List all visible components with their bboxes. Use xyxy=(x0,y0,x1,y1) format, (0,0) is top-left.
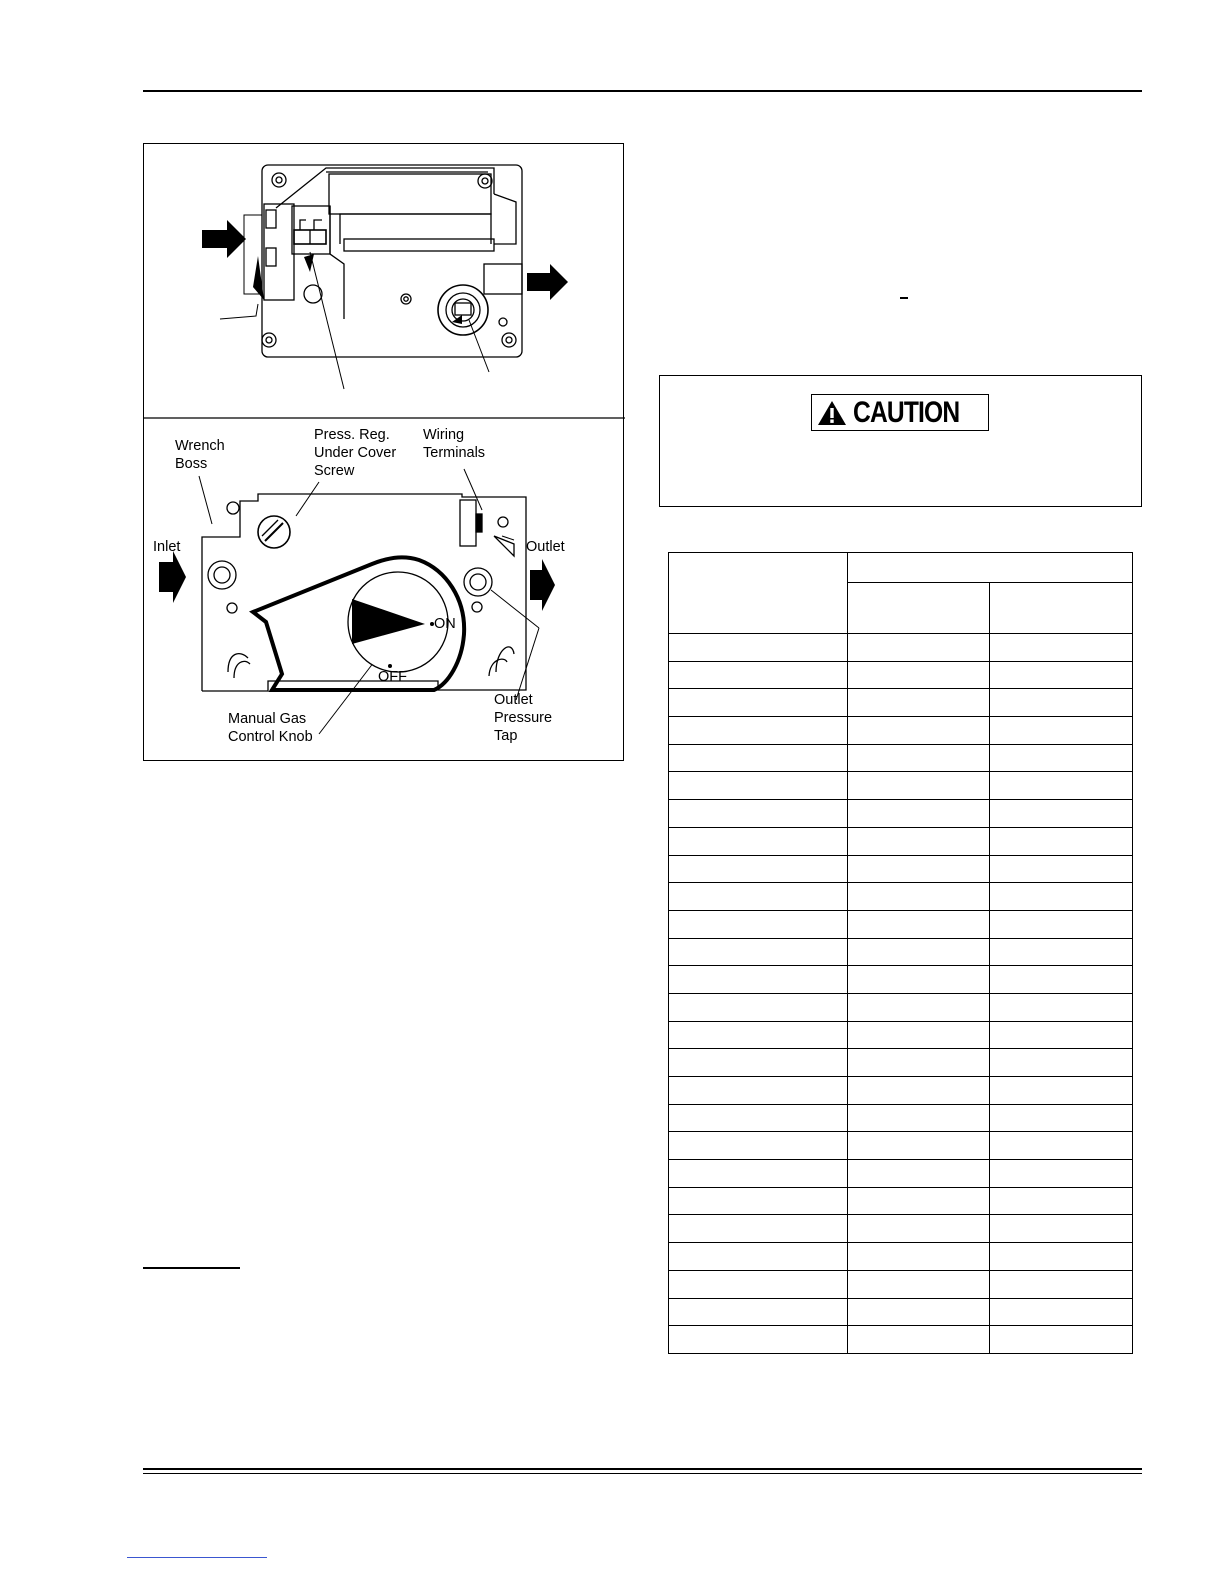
dash-mark xyxy=(900,297,908,299)
table-cell xyxy=(990,661,1133,689)
inlet-label: Inlet xyxy=(153,539,181,555)
warning-triangle-icon xyxy=(817,400,847,426)
table-row xyxy=(669,883,1133,911)
table-cell xyxy=(669,883,848,911)
outlet-arrow xyxy=(530,559,555,611)
table-row xyxy=(669,966,1133,994)
table-cell xyxy=(669,1270,848,1298)
table-cell xyxy=(669,1187,848,1215)
table-cell xyxy=(990,1132,1133,1160)
table-cell xyxy=(848,689,990,717)
table-cell xyxy=(669,966,848,994)
table-row xyxy=(669,634,1133,662)
table-cell xyxy=(848,634,990,662)
table-cell xyxy=(990,1270,1133,1298)
table-cell xyxy=(990,634,1133,662)
table-cell xyxy=(848,1021,990,1049)
table-cell xyxy=(848,855,990,883)
table-cell xyxy=(990,1326,1133,1354)
table-row xyxy=(669,1187,1133,1215)
table-cell xyxy=(990,938,1133,966)
caution-label xyxy=(811,394,989,431)
table-cell xyxy=(990,1104,1133,1132)
table-header-row xyxy=(669,553,1133,583)
table-cell xyxy=(669,1243,848,1271)
table-cell xyxy=(848,744,990,772)
table-cell xyxy=(848,1132,990,1160)
table-cell xyxy=(669,1160,848,1188)
table-cell xyxy=(848,1298,990,1326)
table-cell xyxy=(669,827,848,855)
table-cell xyxy=(990,717,1133,745)
table-row xyxy=(669,800,1133,828)
table-row xyxy=(669,744,1133,772)
table-cell xyxy=(848,661,990,689)
table-row xyxy=(669,1132,1133,1160)
table-row xyxy=(669,717,1133,745)
table-row xyxy=(669,1243,1133,1271)
table-row xyxy=(669,855,1133,883)
table-cell xyxy=(669,855,848,883)
table-row xyxy=(669,772,1133,800)
table-cell xyxy=(990,1077,1133,1105)
table-cell xyxy=(669,910,848,938)
table-cell xyxy=(990,910,1133,938)
table-cell xyxy=(990,744,1133,772)
table-cell xyxy=(990,1215,1133,1243)
footer-rule-bottom xyxy=(143,1473,1142,1474)
table-cell xyxy=(848,1160,990,1188)
table-row xyxy=(669,827,1133,855)
table-row xyxy=(669,993,1133,1021)
table-cell xyxy=(848,966,990,994)
table-cell xyxy=(990,1021,1133,1049)
table-row xyxy=(669,938,1133,966)
table-cell xyxy=(990,1049,1133,1077)
footer-rule-top xyxy=(143,1468,1142,1470)
table-cell xyxy=(848,772,990,800)
table-cell xyxy=(669,1077,848,1105)
header-rule xyxy=(143,90,1142,92)
table-cell xyxy=(669,1049,848,1077)
table-cell xyxy=(669,1104,848,1132)
table-cell xyxy=(990,1187,1133,1215)
on-label: ON xyxy=(434,616,456,632)
table-cell xyxy=(669,1298,848,1326)
wrench-boss-label: Wrench Boss xyxy=(175,438,225,472)
table-cell xyxy=(848,717,990,745)
table-body xyxy=(669,634,1133,1354)
outlet-label: Outlet xyxy=(526,539,565,555)
table-cell xyxy=(669,1215,848,1243)
off-label: OFF xyxy=(378,669,407,685)
table-cell xyxy=(669,938,848,966)
table-cell xyxy=(848,827,990,855)
table-row xyxy=(669,910,1133,938)
table-cell xyxy=(669,717,848,745)
table-row xyxy=(669,1298,1133,1326)
table-row xyxy=(669,661,1133,689)
table-cell xyxy=(848,1077,990,1105)
top-outlet-arrow xyxy=(527,264,568,300)
table-cell xyxy=(990,772,1133,800)
table-header-cell xyxy=(848,583,990,634)
inlet-arrow xyxy=(159,551,186,603)
gas-valve-figure xyxy=(143,143,624,761)
table-cell xyxy=(669,661,848,689)
data-table xyxy=(668,552,1133,1354)
manual-gas-control-knob-label: Manual Gas Control Knob xyxy=(228,711,313,745)
heading-underline xyxy=(143,1267,240,1269)
table-cell xyxy=(669,993,848,1021)
table-row xyxy=(669,1021,1133,1049)
table-row xyxy=(669,689,1133,717)
table-cell xyxy=(848,938,990,966)
outlet-port xyxy=(484,264,522,294)
table-cell xyxy=(848,1104,990,1132)
table-cell xyxy=(990,966,1133,994)
table-row xyxy=(669,1326,1133,1354)
table-cell xyxy=(848,993,990,1021)
table-cell xyxy=(848,1270,990,1298)
table-cell xyxy=(669,1326,848,1354)
table-row xyxy=(669,1215,1133,1243)
table-cell xyxy=(848,910,990,938)
table-cell xyxy=(669,800,848,828)
table-cell xyxy=(990,993,1133,1021)
table-cell xyxy=(848,883,990,911)
table-cell xyxy=(990,883,1133,911)
press-reg-label: Press. Reg. Under Cover Screw xyxy=(314,427,397,479)
table-header-cell xyxy=(669,553,848,634)
table-cell xyxy=(990,800,1133,828)
table-cell xyxy=(990,827,1133,855)
table-cell xyxy=(669,772,848,800)
top-valve-body xyxy=(262,165,522,357)
table-cell xyxy=(848,800,990,828)
table-cell xyxy=(990,855,1133,883)
table-cell xyxy=(990,1160,1133,1188)
table-row xyxy=(669,1160,1133,1188)
table-cell xyxy=(669,1132,848,1160)
table-row xyxy=(669,1077,1133,1105)
table-row xyxy=(669,1270,1133,1298)
table-cell xyxy=(848,1243,990,1271)
wiring-terminals-label: Wiring Terminals xyxy=(423,427,486,461)
table-row xyxy=(669,1104,1133,1132)
table-cell xyxy=(669,1021,848,1049)
table-cell xyxy=(848,1215,990,1243)
table-cell xyxy=(848,1049,990,1077)
top-inlet-arrow xyxy=(202,220,246,258)
link-underline xyxy=(127,1557,267,1558)
table-cell xyxy=(848,1326,990,1354)
table-cell xyxy=(669,689,848,717)
table-row xyxy=(669,1049,1133,1077)
table-cell xyxy=(990,1243,1133,1271)
table-header-cell xyxy=(990,583,1133,634)
table-cell xyxy=(669,744,848,772)
caution-text: CAUTION xyxy=(853,395,960,429)
table-cell xyxy=(990,689,1133,717)
table-header-cell xyxy=(848,553,1133,583)
table-cell xyxy=(990,1298,1133,1326)
outlet-pressure-tap-label: Outlet Pressure Tap xyxy=(494,692,553,744)
table-cell xyxy=(669,634,848,662)
table-cell xyxy=(848,1187,990,1215)
